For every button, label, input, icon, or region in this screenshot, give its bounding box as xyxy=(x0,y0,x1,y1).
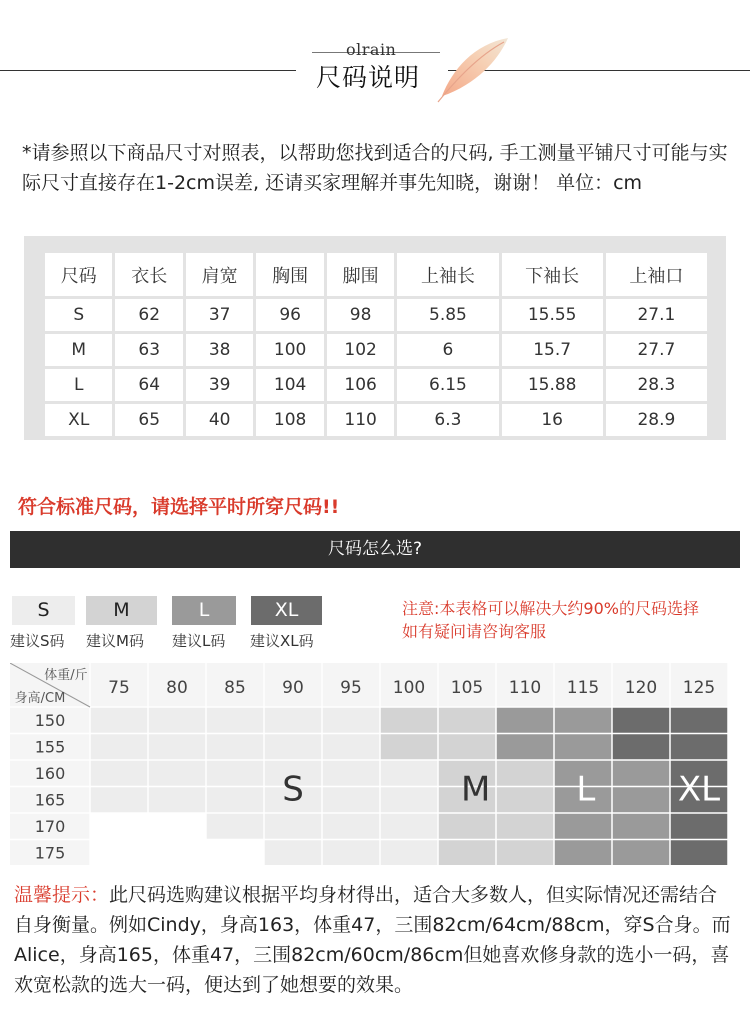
height-tick-label: 165 xyxy=(34,790,66,810)
legend-label-m: 建议M码 xyxy=(86,632,144,650)
header-cell: 尺码 xyxy=(45,253,112,296)
table-cell: 6.3 xyxy=(397,404,498,436)
weight-axis-label: 体重/斤 xyxy=(44,668,88,683)
header-cell: 上袖口 xyxy=(606,253,707,296)
legend-label-xl: 建议XL码 xyxy=(250,632,314,650)
tip-text: 此尺码选购建议根据平均身材得出，适合大多数人，但实际情况还需结合自身衡量。例如Cindy，身高163，体重47，三围82cm/64cm/88cm，穿S合身。而Alice，身高165，体重47，三围82cm/60cm/86cm但她喜欢修身款的选小一码，喜欢宽松款的选大一码，便达到了她想要的效果。 xyxy=(14,884,731,996)
height-tick-label: 155 xyxy=(34,737,66,757)
weight-tick-label: 90 xyxy=(282,678,304,698)
height-tick-label: 170 xyxy=(34,817,66,836)
header-cell: 脚围 xyxy=(327,253,394,296)
weight-tick-label: 120 xyxy=(624,678,658,698)
height-tick-label: 160 xyxy=(34,764,66,783)
table-cell: 5.85 xyxy=(397,299,498,331)
table-cell: S xyxy=(45,299,112,331)
legend-swatch-m: M xyxy=(86,596,157,625)
zone-label-l: L xyxy=(576,769,596,810)
table-row xyxy=(45,369,707,401)
table-row xyxy=(45,334,707,366)
table-cell: 15.7 xyxy=(502,334,603,366)
intro-text: *请参照以下商品尺寸对照表，以帮助您找到适合的尺码, 手工测量平铺尺寸可能与实际尺寸直接存在1-2cm误差, 还请买家理解并事先知晓，谢谢！ 单位：cm xyxy=(22,142,728,194)
tip-paragraph xyxy=(14,880,734,1000)
table-cell: 108 xyxy=(256,404,323,436)
legend-label-l: 建议L码 xyxy=(172,632,226,650)
header-cell: 肩宽 xyxy=(186,253,253,296)
table-cell: 39 xyxy=(186,369,253,401)
table-cell: 100 xyxy=(256,334,323,366)
zone-label-m: M xyxy=(461,769,491,810)
feather-icon xyxy=(434,30,514,105)
table-cell: 62 xyxy=(115,299,182,331)
table-cell: XL xyxy=(45,404,112,436)
table-cell: 104 xyxy=(256,369,323,401)
section-bar-title: 尺码怎么选? xyxy=(10,531,740,568)
weight-tick-label: 110 xyxy=(508,678,542,698)
table-cell: 15.55 xyxy=(502,299,603,331)
table-cell: 98 xyxy=(327,299,394,331)
selection-note-line: 如有疑问请咨询客服 xyxy=(402,622,547,641)
weight-tick-label: 125 xyxy=(682,678,716,698)
table-cell: 27.7 xyxy=(606,334,707,366)
table-cell: 65 xyxy=(115,404,182,436)
table-cell: L xyxy=(45,369,112,401)
legend-swatch-s: S xyxy=(12,596,75,625)
table-row xyxy=(45,404,707,436)
table-cell: 37 xyxy=(186,299,253,331)
size-table-panel xyxy=(24,236,726,440)
page-title: 尺码说明 xyxy=(316,63,421,92)
table-cell: 63 xyxy=(115,334,182,366)
table-cell: 96 xyxy=(256,299,323,331)
table-cell: 102 xyxy=(327,334,394,366)
tip-label: 温馨提示： xyxy=(14,884,110,906)
table-cell: 28.3 xyxy=(606,369,707,401)
table-cell: 15.88 xyxy=(502,369,603,401)
legend-label-s: 建议S码 xyxy=(10,632,65,650)
height-axis-label: 身高/CM xyxy=(14,691,66,706)
table-cell: 106 xyxy=(327,369,394,401)
legend-swatch-xl: XL xyxy=(251,596,322,625)
table-cell: 40 xyxy=(186,404,253,436)
header-cell: 胸围 xyxy=(256,253,323,296)
table-cell: M xyxy=(45,334,112,366)
weight-tick-label: 105 xyxy=(450,678,484,698)
weight-tick-label: 95 xyxy=(340,678,362,698)
table-cell: 16 xyxy=(502,404,603,436)
size-table xyxy=(42,250,710,439)
zone-label-xl: XL xyxy=(677,769,721,810)
weight-tick-label: 115 xyxy=(566,678,600,698)
table-cell: 6 xyxy=(397,334,498,366)
zone-label-s: S xyxy=(282,769,304,810)
brand-logo: olrain xyxy=(346,40,397,59)
table-cell: 38 xyxy=(186,334,253,366)
table-row xyxy=(45,299,707,331)
table-cell: 110 xyxy=(327,404,394,436)
header-cell: 下袖长 xyxy=(502,253,603,296)
header-rule-left xyxy=(0,70,296,71)
weight-tick-label: 75 xyxy=(108,678,130,698)
selection-note xyxy=(402,597,699,643)
zone-s xyxy=(206,813,380,840)
table-cell: 27.1 xyxy=(606,299,707,331)
table-cell: 64 xyxy=(115,369,182,401)
header-cell: 上袖长 xyxy=(397,253,498,296)
height-tick-label: 150 xyxy=(34,711,66,730)
header-cell: 衣长 xyxy=(115,253,182,296)
weight-tick-label: 80 xyxy=(166,678,188,698)
weight-tick-label: 100 xyxy=(392,678,426,698)
height-tick-label: 175 xyxy=(34,843,66,863)
size-notice: 符合标准尺码，请选择平时所穿尺码!! xyxy=(18,496,340,518)
legend-swatch-l: L xyxy=(172,596,236,625)
table-cell: 28.9 xyxy=(606,404,707,436)
table-cell: 6.15 xyxy=(397,369,498,401)
weight-tick-label: 85 xyxy=(224,678,246,698)
size-table-header xyxy=(45,253,707,296)
selection-note-line: 注意:本表格可以解决大约90%的尺码选择 xyxy=(402,599,699,618)
size-chart xyxy=(10,663,740,865)
